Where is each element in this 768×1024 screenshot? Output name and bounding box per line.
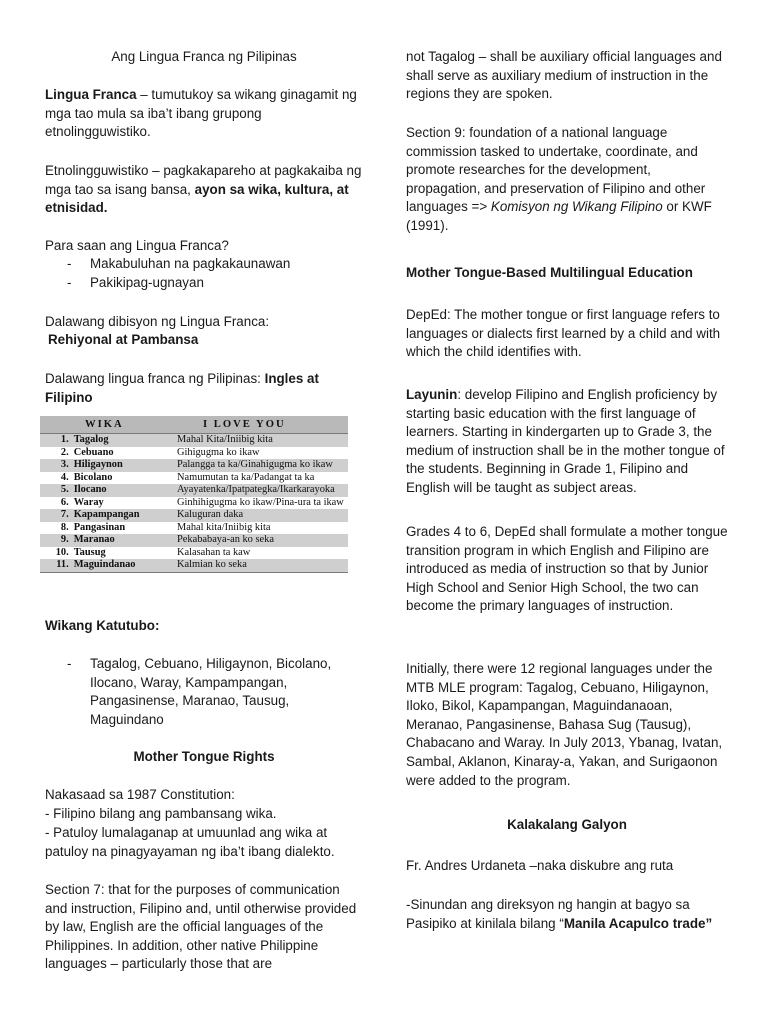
table-row: [40, 559, 348, 572]
galyon-heading: [406, 816, 728, 835]
constitution-item-1: - Filipino bilang ang pambansang wika.: [45, 806, 277, 821]
i-love-you-table: [40, 416, 348, 573]
table-row: [40, 497, 348, 510]
lingua-franca-definition: [45, 86, 363, 142]
row-phrase: Kalmian ko seka: [177, 559, 348, 572]
etno-text: Etnolingguwistiko – pagkakapareho at pagkakaiba ng mga tao sa isang bansa,: [45, 163, 362, 197]
row-phrase: Gihigugma ko ikaw: [177, 446, 260, 458]
table-header-row: [40, 416, 348, 434]
row-num: 7.: [40, 509, 74, 522]
row-phrase: Palangga ta ka/Ginahigugma ko ikaw: [177, 459, 348, 472]
row-lang: Waray: [73, 496, 104, 508]
row-phrase: Mahal Kita/Iniibig kita: [177, 434, 348, 447]
section-9-text: [406, 124, 728, 236]
mtr-title: Mother Tongue Rights: [133, 749, 275, 764]
dibisyon-bold: Rehiyonal at Pambansa: [48, 332, 199, 347]
row-lang: Ilocano: [74, 484, 177, 497]
row-num: 8.: [60, 521, 69, 533]
mtb-title: Mother Tongue-Based Multilingual Education: [406, 265, 693, 280]
row-num: 4.: [60, 471, 69, 483]
nakasaad-heading: Nakasaad sa 1987 Constitution:: [45, 787, 235, 802]
row-lang: Kapampangan: [74, 509, 177, 522]
etno-bold: ayon sa wika, kultura, at etnisidad.: [45, 181, 349, 216]
list-item: - Pakikipag-ugnayan: [45, 274, 363, 293]
para-saan-heading: Para saan ang Lingua Franca?: [45, 238, 229, 253]
row-phrase: Kalasahan ta kaw: [177, 546, 251, 558]
katutubo-heading: [45, 617, 363, 636]
table-row: [40, 459, 348, 472]
deped-text: DepEd: The mother tongue or first language refers to languages or dialects first learned by a child and with which the child identifies with.: [406, 307, 721, 360]
layunin-text: [406, 386, 728, 498]
sinundan-bold: Manila Acapulco trade”: [563, 915, 713, 931]
table-row: [40, 484, 348, 497]
row-num: 9.: [40, 534, 74, 547]
dalawang-text: Dalawang lingua franca ng Pilipinas:: [45, 371, 265, 386]
row-phrase: Kaluguran daka: [177, 509, 348, 522]
urdaneta-text: Fr. Andres Urdaneta –naka diskubre ang ruta: [406, 858, 674, 873]
dalawang-bold: Ingles at Filipino: [45, 371, 319, 405]
sec9-end: or KWF (1991).: [406, 199, 712, 233]
row-num: 5.: [40, 484, 74, 497]
table-row: [40, 447, 348, 460]
row-lang: Cebuano: [73, 446, 114, 458]
row-num: 2.: [60, 446, 69, 458]
table-row: [40, 472, 348, 485]
row-lang: Hiligaynon: [74, 459, 177, 472]
sec9-italic: Komisyon ng Wikang Filipino: [490, 199, 663, 215]
layunin-body: : develop Filipino and English proficiency by starting basic education with the first language of learners. Starting in kindergarten up to Grade 3, the medium of instruction shall be in the mother tongue of the students. Beginning in Grade 1, Filipino and English will be taught as subject areas.: [406, 387, 725, 495]
dibisyon-heading: Dalawang dibisyon ng Lingua Franca:: [45, 314, 270, 329]
row-phrase: Ayayatenka/Ipatpategka/Ikarkarayoka: [177, 484, 348, 497]
constitution-item-2: - Patuloy lumalaganap at umuunlad ang wika at patuloy na pinagyayaman ng iba’t ibang dialekto.: [45, 825, 335, 859]
lingua-franca-term: Lingua Franca: [45, 87, 137, 102]
section-7-continued: not Tagalog – shall be auxiliary official languages and shall serve as auxiliary medium of instruction in the regions they are spoken.: [406, 49, 722, 102]
table-row: [40, 509, 348, 522]
row-phrase: Pekababaya-an ko seka: [177, 534, 348, 547]
dalawang-lingua-franca: [45, 370, 363, 407]
row-phrase: Mahal kita/Iniibig kita: [177, 521, 271, 533]
layunin-label: Layunin: [406, 387, 458, 402]
katutubo-title: Wikang Katutubo:: [45, 618, 160, 633]
initially-text: Initially, there were 12 regional languages under the MTB MLE program: Tagalog, Cebuano, Hiligaynon, Iloko, Bikol, Kapampangan, Maguindanaoan, Meranao, Pangasinense, Bahasa Sug (Tausug), Chabacano and Waray. In July 2013, Ybanag, Ivatan, Sambal, Aklanon, Kinaray-a, Yakan, and Surigaonon were added to the program.: [406, 661, 723, 788]
row-lang: Tausug: [73, 546, 106, 558]
table-row: [40, 547, 348, 560]
sinundan-text: [406, 896, 728, 933]
table-row: [40, 534, 348, 547]
dibisyon-value: [48, 331, 366, 350]
lingua-franca-text: – tumutukoy sa wikang ginagamit ng mga tao mula sa iba’t ibang grupong etnolingguwistiko.: [45, 87, 357, 140]
list-item: - Makabuluhan na pagkakaunawan: [45, 255, 363, 274]
row-lang: Bicolano: [73, 471, 113, 483]
list-item: - Tagalog, Cebuano, Hiligaynon, Bicolano, Ilocano, Waray, Kampampangan, Pangasinense, Maranao, Tausug, Maguindano: [45, 655, 363, 729]
header-wika: WIKA: [40, 416, 177, 434]
table-row: [40, 434, 348, 447]
row-lang: Tagalog: [74, 434, 177, 447]
row-phrase: Namumutan ta ka/Padangat ta ka: [177, 471, 315, 483]
grades-text: Grades 4 to 6, DepEd shall formulate a mother tongue transition program in which English and Filipino are introduced as media of instruction so that by Junior High School and Senior High School, the two can become the primary languages of instruction.: [406, 524, 728, 614]
row-lang: Maranao: [74, 534, 177, 547]
row-num: 1.: [40, 434, 74, 447]
row-num: 3.: [40, 459, 74, 472]
header-i-love-you: I LOVE YOU: [177, 416, 348, 434]
mother-tongue-rights-heading: [45, 748, 363, 767]
row-lang: Pangasinan: [73, 521, 126, 533]
row-phrase: Ginhihigugma ko ikaw/Pina-ura ta ikaw: [177, 496, 344, 508]
etnolingguwistiko-definition: [45, 162, 363, 218]
row-num: 10.: [55, 546, 69, 558]
row-lang: Maguindanao: [74, 559, 177, 572]
para-saan-list: [45, 255, 363, 292]
katutubo-list: [45, 655, 363, 729]
mtb-heading: [406, 264, 728, 283]
row-num: 11.: [40, 559, 74, 572]
section-7-text: Section 7: that for the purposes of communication and instruction, Filipino and, until otherwise provided by law, English are the official languages of the Philippines. In addition, other native Philippine languages – particularly those that are: [45, 882, 357, 972]
sec9-text: Section 9: foundation of a national language commission tasked to undertake, coordinate, and promote researches for the development, propagation, and preservation of Filipino and other languages =>: [406, 125, 706, 215]
sinundan-body: -Sinundan ang direksyon ng hangin at bagyo sa Pasipiko at kinilala bilang “: [406, 897, 690, 931]
table-row: [40, 522, 348, 535]
row-num: 6.: [60, 496, 69, 508]
galyon-title: Kalakalang Galyon: [507, 817, 627, 832]
page-title: Ang Lingua Franca ng Pilipinas: [111, 49, 297, 64]
